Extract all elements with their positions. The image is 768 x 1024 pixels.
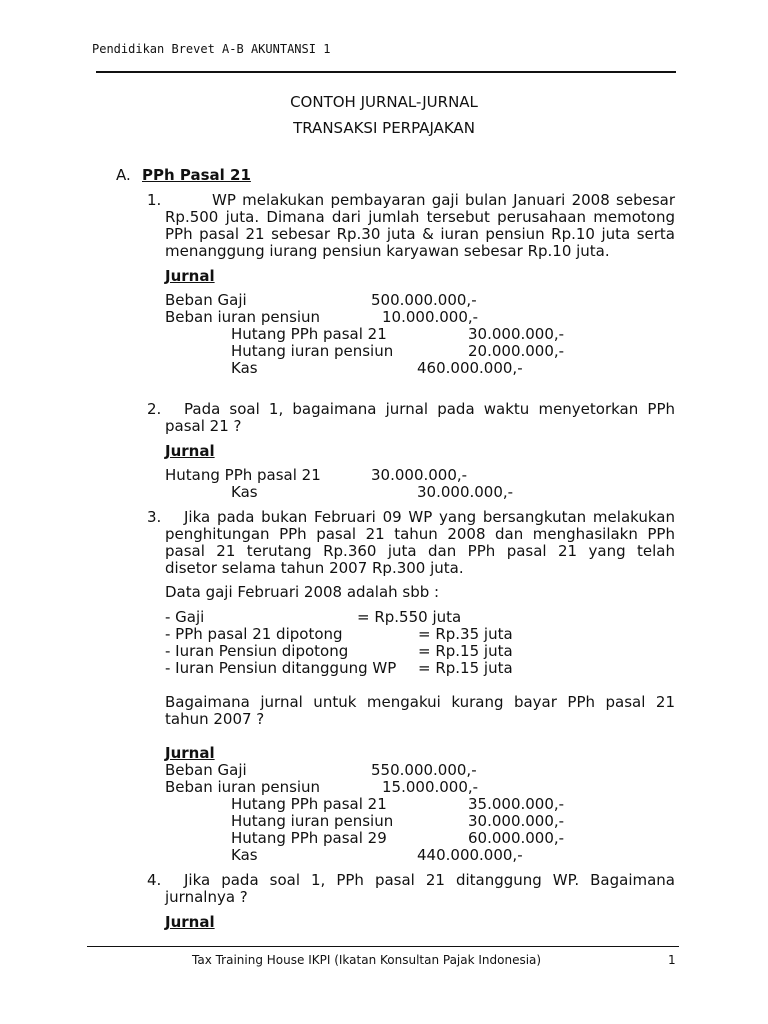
item2-line: pasal 21 ?: [165, 417, 242, 435]
item4-line: Jika pada soal 1, PPh pasal 21 ditanggung WP. Bagaimana: [184, 871, 675, 889]
data-value: = Rp.15 juta: [418, 642, 513, 660]
item-number: 2.: [147, 400, 162, 418]
item-number: 1.: [147, 191, 162, 209]
journal-credit: 20.000.000,-: [468, 342, 565, 360]
footer-text: Tax Training House IKPI (Ikatan Konsultan Pajak Indonesia): [192, 953, 542, 967]
item1-line: menanggung iurang pensiun karyawan sebesar Rp.10 juta.: [165, 242, 610, 260]
jurnal-label: Jurnal: [165, 442, 215, 460]
item-number: 4.: [147, 871, 162, 889]
journal-debit: 500.000.000,-: [371, 291, 477, 309]
section-heading: PPh Pasal 21: [142, 166, 251, 184]
journal-account: Beban Gaji: [165, 291, 247, 309]
journal-credit: 60.000.000,-: [468, 829, 565, 847]
journal-credit: 30.000.000,-: [417, 483, 514, 501]
item1-line: PPh pasal 21 sebesar Rp.30 juta & iuran pensiun Rp.10 juta serta: [165, 225, 675, 243]
document-title-line1: CONTOH JURNAL-JURNAL: [290, 93, 478, 111]
item3-line: pasal 21 terutang Rp.360 juta dan PPh pasal 21 yang telah: [165, 542, 675, 560]
question-line: tahun 2007 ?: [165, 710, 265, 728]
journal-debit: 15.000.000,-: [382, 778, 479, 796]
jurnal-label: Jurnal: [165, 267, 215, 285]
data-value: = Rp.15 juta: [418, 659, 513, 677]
data-value: = Rp.35 juta: [418, 625, 513, 643]
journal-credit: 460.000.000,-: [417, 359, 523, 377]
data-label: - Iuran Pensiun dipotong: [165, 642, 349, 660]
item3-line: penghitungan PPh pasal 21 tahun 2008 dan menghasilakn PPh: [165, 525, 675, 543]
journal-account: Hutang iuran pensiun: [231, 342, 394, 360]
journal-credit: 30.000.000,-: [468, 325, 565, 343]
question-line: Bagaimana jurnal untuk mengakui kurang bayar PPh pasal 21: [165, 693, 675, 711]
section-letter: A.: [116, 166, 131, 184]
item3-line: Jika pada bukan Februari 09 WP yang bersangkutan melakukan: [184, 508, 675, 526]
item1-line: Rp.500 juta. Dimana dari jumlah tersebut perusahaan memotong: [165, 208, 675, 226]
data-intro: Data gaji Februari 2008 adalah sbb :: [165, 583, 440, 601]
journal-account: Hutang PPh pasal 21: [231, 325, 387, 343]
journal-account: Hutang PPh pasal 21: [231, 795, 387, 813]
data-value: = Rp.550 juta: [357, 608, 462, 626]
journal-debit: 550.000.000,-: [371, 761, 477, 779]
item1-line: WP melakukan pembayaran gaji bulan Januari 2008 sebesar: [212, 191, 675, 209]
journal-account: Kas: [231, 846, 258, 864]
journal-account: Beban Gaji: [165, 761, 247, 779]
footer-rule: [87, 946, 679, 947]
item2-line: Pada soal 1, bagaimana jurnal pada waktu menyetorkan PPh: [184, 400, 675, 418]
page-number: 1: [668, 953, 676, 967]
journal-account: Beban iuran pensiun: [165, 778, 321, 796]
jurnal-label: Jurnal: [165, 744, 215, 762]
item4-line: jurnalnya ?: [165, 888, 248, 906]
journal-credit: 30.000.000,-: [468, 812, 565, 830]
journal-credit: 440.000.000,-: [417, 846, 523, 864]
journal-debit: 10.000.000,-: [382, 308, 479, 326]
item3-line: disetor selama tahun 2007 Rp.300 juta.: [165, 559, 464, 577]
journal-account: Kas: [231, 359, 258, 377]
jurnal-label: Jurnal: [165, 913, 215, 931]
data-label: - PPh pasal 21 dipotong: [165, 625, 343, 643]
journal-account: Hutang iuran pensiun: [231, 812, 394, 830]
journal-credit: 35.000.000,-: [468, 795, 565, 813]
header-rule: [96, 71, 676, 73]
journal-account: Beban iuran pensiun: [165, 308, 321, 326]
journal-account: Hutang PPh pasal 21: [165, 466, 321, 484]
data-label: - Iuran Pensiun ditanggung WP: [165, 659, 397, 677]
journal-account: Kas: [231, 483, 258, 501]
data-label: - Gaji: [165, 608, 205, 626]
journal-account: Hutang PPh pasal 29: [231, 829, 387, 847]
document-title-line2: TRANSAKSI PERPAJAKAN: [293, 119, 475, 137]
page-header: Pendidikan Brevet A-B AKUNTANSI 1: [92, 42, 331, 56]
journal-debit: 30.000.000,-: [371, 466, 468, 484]
item-number: 3.: [147, 508, 162, 526]
